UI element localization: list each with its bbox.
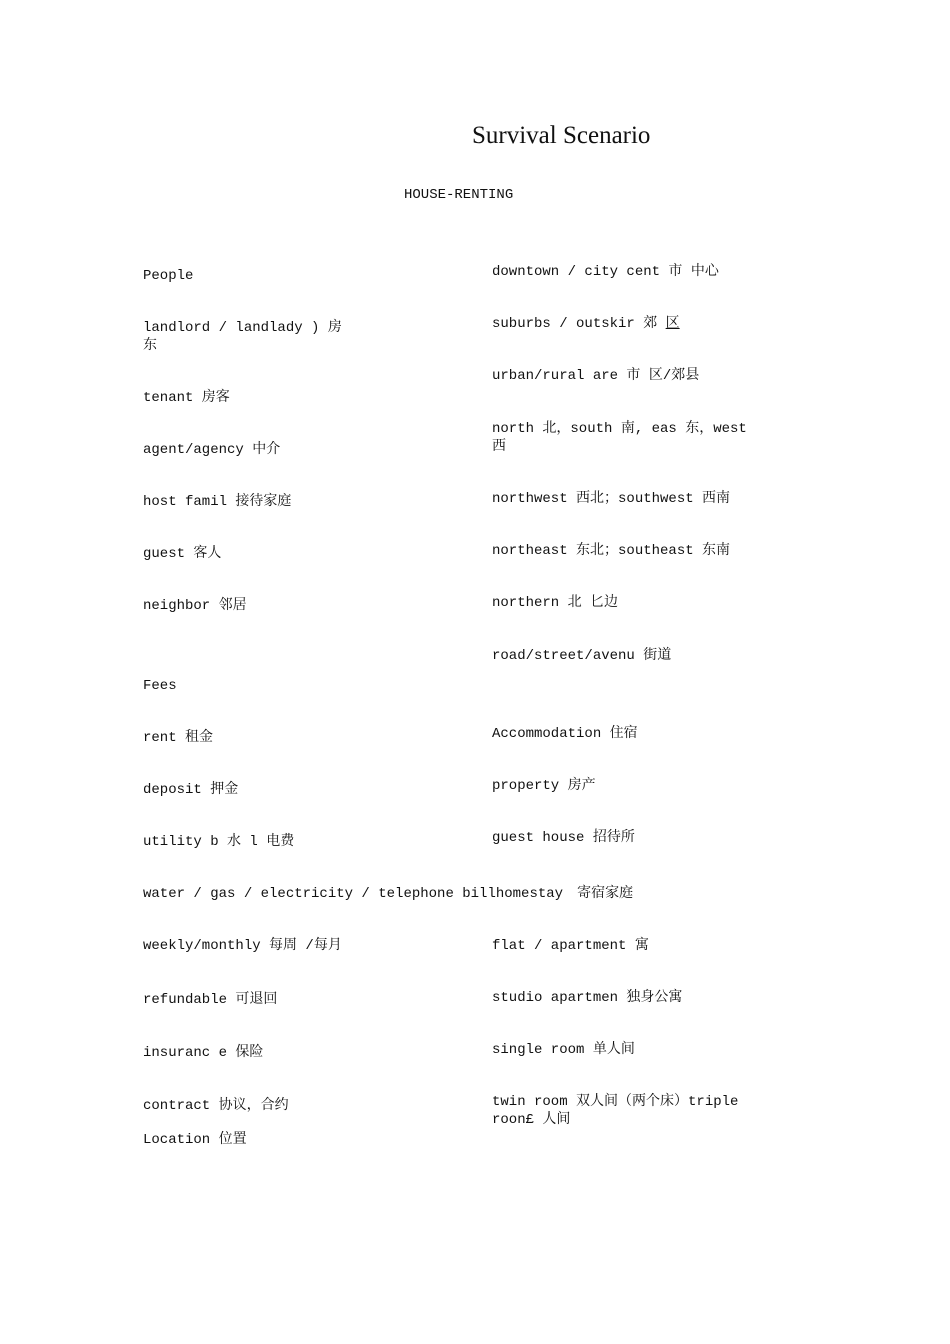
term-northwest: northwest 西北；southwest 西南 — [492, 491, 731, 507]
term-guest-house: guest house 招待所 — [492, 830, 635, 846]
term-host-family: host famil 接待家庭 — [143, 494, 292, 510]
term-landlord: landlord / landlady ) 房东 — [143, 320, 342, 354]
term-tenant: tenant 房客 — [143, 390, 230, 406]
term-studio: studio apartmen 独身公寓 — [492, 990, 683, 1006]
term-property: property 房产 — [492, 778, 596, 794]
term-rent: rent 租金 — [143, 730, 214, 746]
term-twin-room: twin room 双人间（两个床）triple roon£ 人间 — [492, 1094, 739, 1128]
heading-accommodation: Accommodation 住宿 — [492, 726, 638, 742]
term-directions: north 北，south 南, eas 东，west 西 — [492, 421, 747, 455]
heading-location: Location 位置 — [143, 1132, 247, 1148]
term-refundable: refundable 可退回 — [143, 992, 278, 1008]
term-guest: guest 客人 — [143, 546, 222, 562]
term-bills: water / gas / electricity / telephone billhomestay 寄宿家庭 — [143, 886, 634, 902]
term-deposit: deposit 押金 — [143, 782, 239, 798]
term-neighbor: neighbor 邻居 — [143, 598, 247, 614]
term-suburbs — [492, 315, 680, 333]
term-northeast: northeast 东北；southeast 东南 — [492, 543, 731, 559]
term-suburbs-text: suburbs / outskir 郊 — [492, 316, 666, 332]
term-flat: flat / apartment 寓 — [492, 938, 649, 954]
term-utility: utility b 水 l 电费 — [143, 834, 295, 850]
term-northern: northern 北 匕边 — [492, 595, 619, 611]
term-contract: contract 协议，合约 — [143, 1098, 289, 1114]
term-agent: agent/agency 中介 — [143, 442, 281, 458]
term-road: road/street/avenu 街道 — [492, 648, 672, 664]
heading-people: People — [143, 268, 194, 284]
section-subtitle: HOUSE-RENTING — [404, 187, 514, 203]
page-title: Survival Scenario — [472, 122, 651, 149]
term-single-room: single room 单人间 — [492, 1042, 635, 1058]
term-weekly: weekly/monthly 每周 /每月 — [143, 938, 342, 954]
term-insurance: insuranc e 保险 — [143, 1045, 264, 1061]
term-downtown: downtown / city cent 市 中心 — [492, 264, 719, 280]
term-suburbs-underlined: 区 — [665, 316, 680, 332]
heading-fees: Fees — [143, 678, 177, 694]
term-urban: urban/rural are 市 区/郊县 — [492, 368, 700, 384]
